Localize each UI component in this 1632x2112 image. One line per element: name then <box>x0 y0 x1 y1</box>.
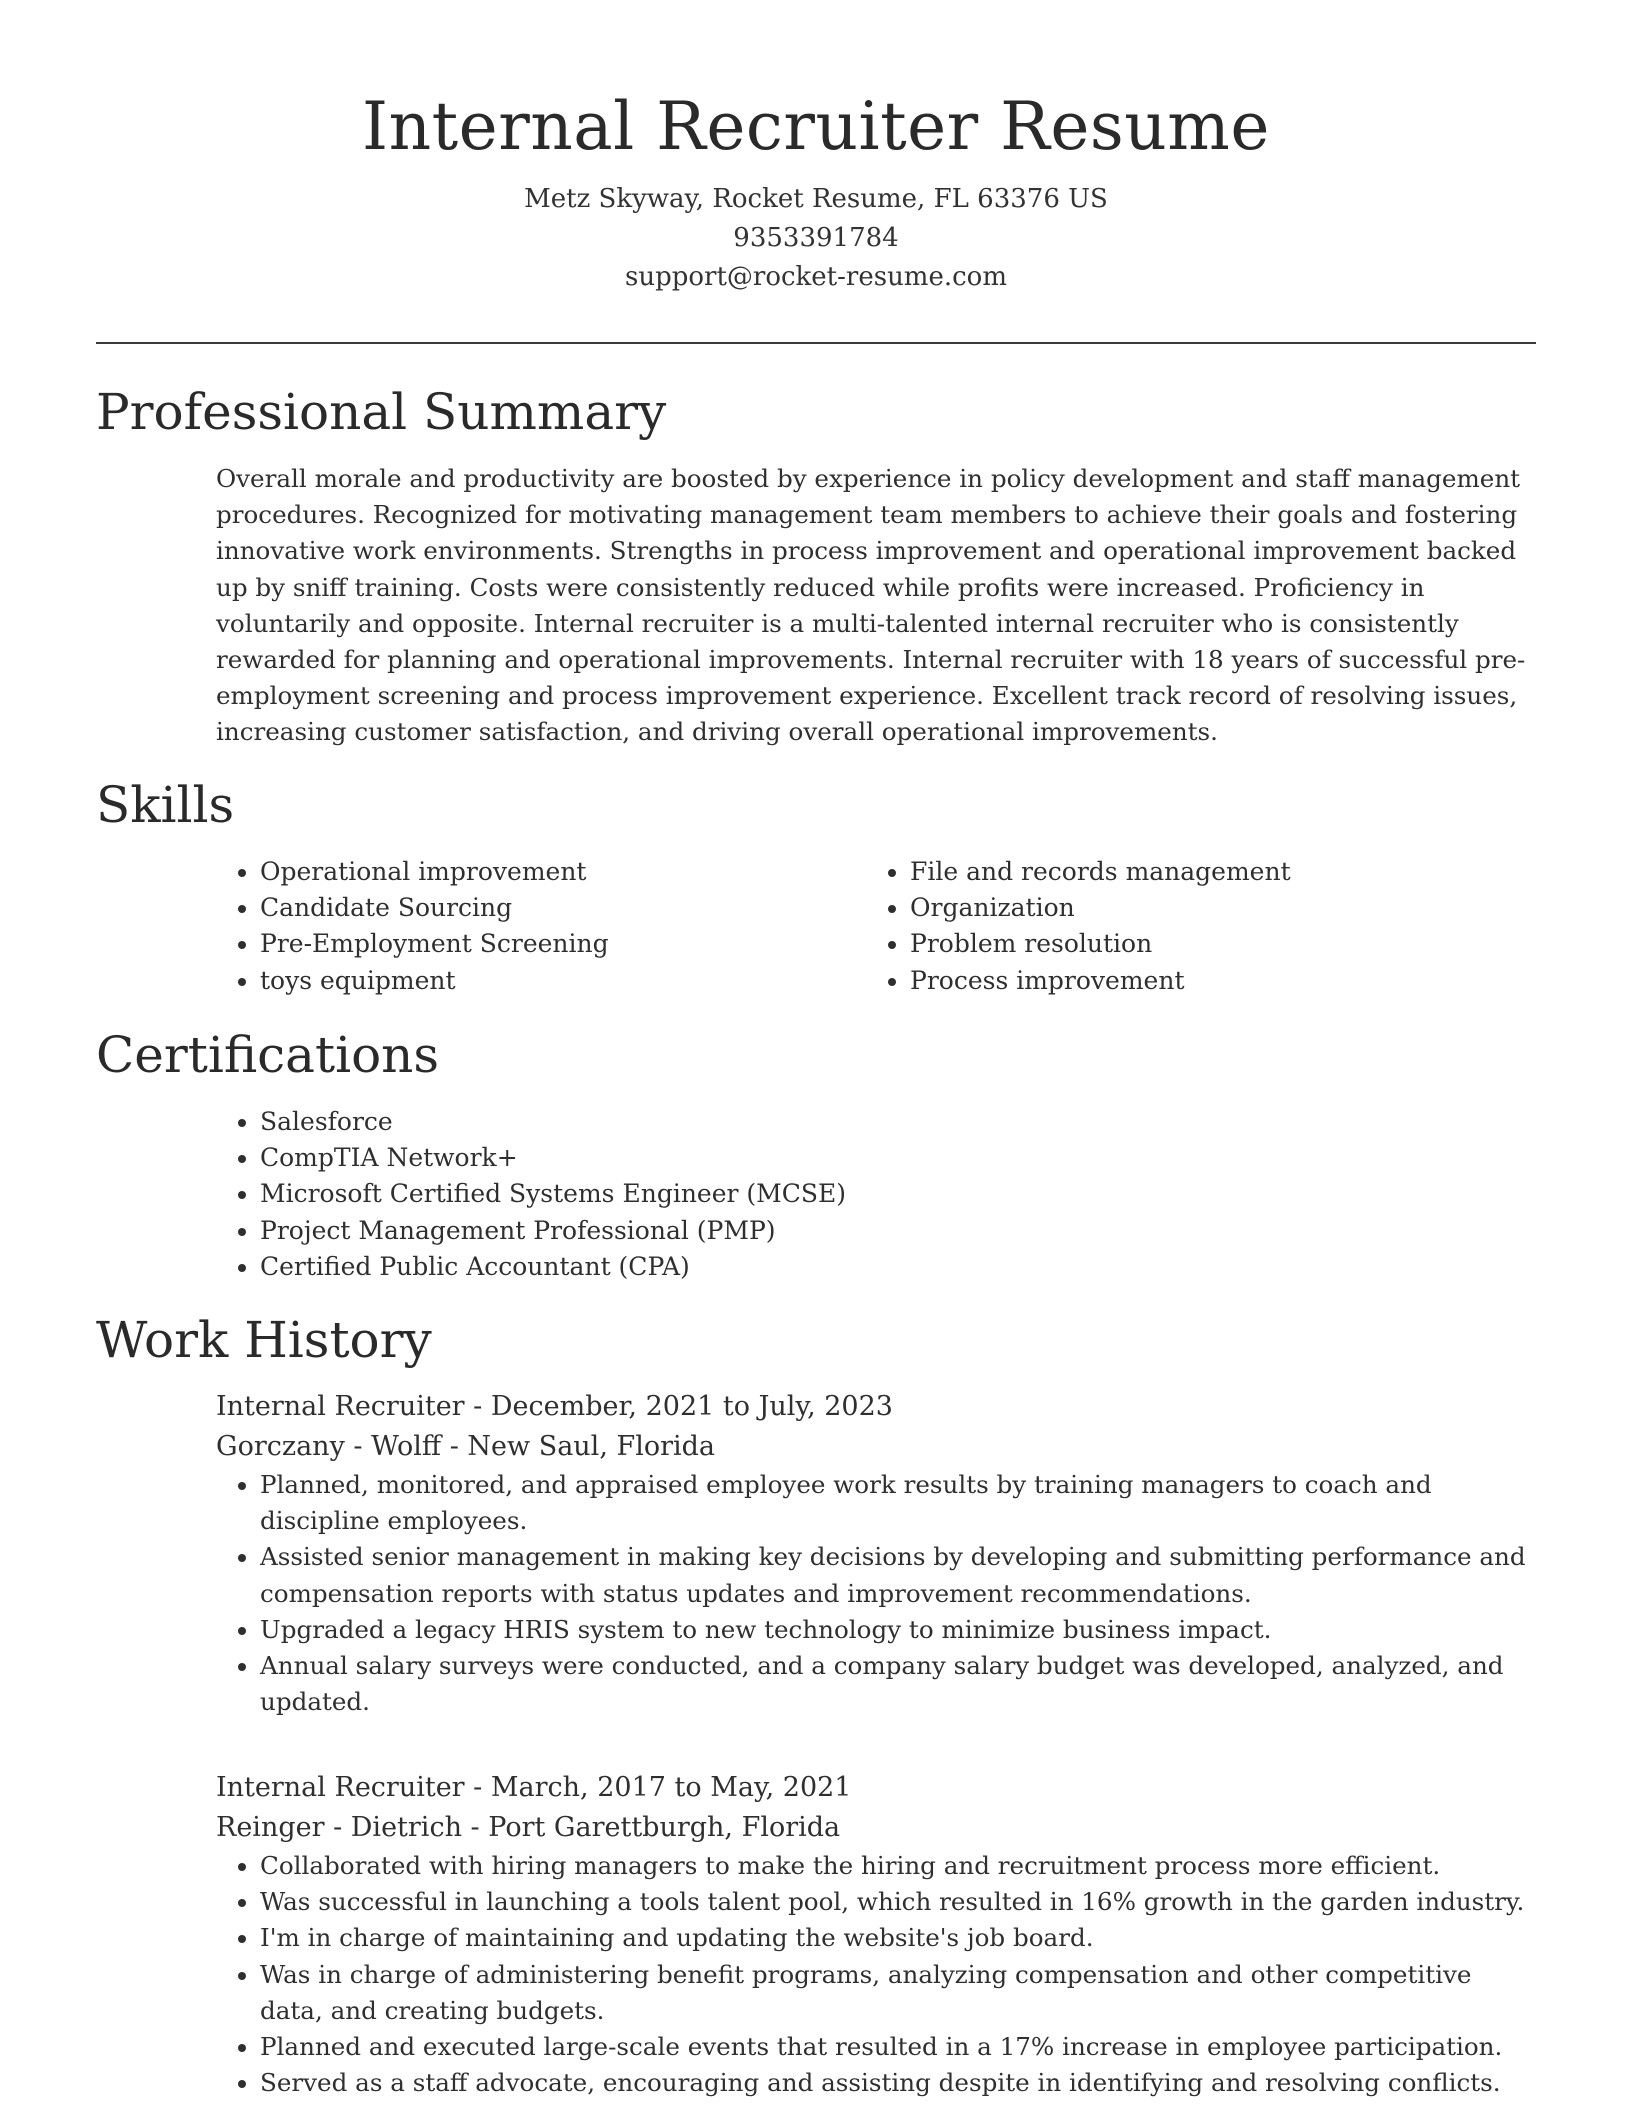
certifications-list <box>216 1104 846 1285</box>
list-item: • Operational improvement <box>260 854 609 890</box>
skills-list-right <box>866 854 1291 999</box>
list-item: • Certified Public Accountant (CPA) <box>260 1249 846 1285</box>
list-item: • Candidate Sourcing <box>260 890 609 926</box>
list-item: • toys equipment <box>260 963 609 999</box>
job-dates: March, 2017 to May, 2021 <box>490 1772 852 1803</box>
job-title-line: Internal Recruiter - March, 2017 to May, 2021 <box>216 1772 852 1803</box>
list-item: • Assisted senior management in making key decisions by developing and submitting performance and compensation reports with status updates and improvement recommendations. <box>260 1539 1536 1611</box>
job-duties-list <box>216 1848 1536 2101</box>
job-duties-list <box>216 1467 1536 1720</box>
list-item: • Process improvement <box>910 963 1291 999</box>
job-company-line: Gorczany - Wolff - New Saul, Florida <box>216 1431 716 1462</box>
contact-email: support@rocket-resume.com <box>624 262 1007 292</box>
job-company: Reinger - Dietrich <box>216 1812 462 1843</box>
list-item: • Was successful in launching a tools talent pool, which resulted in 16% growth in the garden industry. <box>260 1884 1536 1920</box>
list-item: • Organization <box>910 890 1291 926</box>
list-item: • Planned and executed large-scale events that resulted in a 17% increase in employee participation. <box>260 2029 1536 2065</box>
skills-column-left <box>216 854 609 999</box>
summary-text: Overall morale and productivity are boosted by experience in policy development and staff management procedures. Recognized for motivating management team members to achieve their goals and fostering innovative work environments. Strengths in process improvement and operational improvement backed up by sniff training. Costs were consistently reduced while profits were increased. Proficiency in voluntarily and opposite. Internal recruiter is a multi-talented internal recruiter who is consistently rewarded for planning and operational improvements. Internal recruiter with 18 years of successful pre-employment screening and process improvement experience. Excellent track record of resolving issues, increasing customer satisfaction, and driving overall operational improvements. <box>216 464 1526 747</box>
list-item: • Salesforce <box>260 1104 846 1140</box>
job-location: Port Garettburgh, Florida <box>488 1812 841 1843</box>
job-title: Internal Recruiter <box>216 1772 465 1803</box>
skills-list-left <box>216 854 609 999</box>
section-heading-summary: Professional Summary <box>96 383 667 441</box>
list-item: • Problem resolution <box>910 926 1291 962</box>
resume-title: Internal Recruiter Resume <box>362 88 1270 165</box>
contact-phone: 9353391784 <box>733 223 899 253</box>
list-item: • Project Management Professional (PMP) <box>260 1213 846 1249</box>
section-heading-work-history: Work History <box>96 1311 432 1369</box>
list-item: • Microsoft Certified Systems Engineer (MCSE) <box>260 1176 846 1212</box>
job-entry <box>216 1387 1536 1720</box>
job-entry <box>216 1768 1536 2101</box>
list-item: • Pre-Employment Screening <box>260 926 609 962</box>
list-item: • Collaborated with hiring managers to make the hiring and recruitment process more efficient. <box>260 1848 1536 1884</box>
job-company: Gorczany - Wolff <box>216 1431 442 1462</box>
list-item: • Was in charge of administering benefit programs, analyzing compensation and other competitive data, and creating budgets. <box>260 1957 1536 2029</box>
job-title: Internal Recruiter <box>216 1391 465 1422</box>
list-item: • CompTIA Network+ <box>260 1140 846 1176</box>
resume-header <box>96 82 1536 292</box>
certifications-block <box>216 1104 846 1285</box>
job-company-line: Reinger - Dietrich - Port Garettburgh, Florida <box>216 1812 841 1843</box>
list-item: • Annual salary surveys were conducted, and a company salary budget was developed, analyzed, and updated. <box>260 1648 1536 1720</box>
list-item: • Upgraded a legacy HRIS system to new technology to minimize business impact. <box>260 1612 1536 1648</box>
skills-column-right <box>866 854 1291 999</box>
job-dates: December, 2021 to July, 2023 <box>490 1391 893 1422</box>
contact-address: Metz Skyway, Rocket Resume, FL 63376 US <box>524 184 1108 214</box>
contact-info <box>96 180 1536 297</box>
job-title-line: Internal Recruiter - December, 2021 to July, 2023 <box>216 1391 893 1422</box>
job-location: New Saul, Florida <box>467 1431 716 1462</box>
list-item: • Planned, monitored, and appraised employee work results by training managers to coach and discipline employees. <box>260 1467 1536 1539</box>
section-heading-certifications: Certifications <box>96 1026 440 1084</box>
section-heading-skills: Skills <box>96 776 235 834</box>
list-item: • I'm in charge of maintaining and updating the website's job board. <box>260 1920 1536 1956</box>
header-divider <box>96 342 1536 344</box>
list-item: • Served as a staff advocate, encouraging and assisting despite in identifying and resolving conflicts. <box>260 2065 1536 2101</box>
list-item: • File and records management <box>910 854 1291 890</box>
